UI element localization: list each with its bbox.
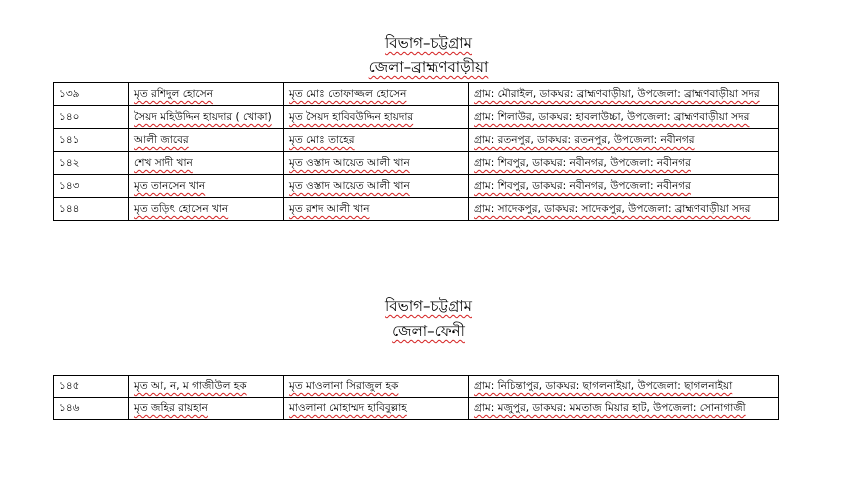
address-cell: গ্রাম: রতনপুর, ডাকঘর: রতনপুর, উপজেলা: নবীনগর	[469, 129, 779, 152]
records-table-1	[53, 82, 779, 221]
serial-cell: ১৪১	[54, 129, 129, 152]
table-row	[54, 198, 779, 221]
name-cell: আলী জাবের	[129, 129, 284, 152]
address-cell: গ্রাম: সাদেকপুর, ডাকঘর: সাদেকপুর, উপজেলা: ব্রাহ্মণবাড়ীয়া সদর	[469, 198, 779, 221]
table-row	[54, 83, 779, 106]
address-cell: গ্রাম: শিলাউর, ডাকঘর: হাবলাউচ্চা, উপজেলা: ব্রাহ্মণবাড়ীয়া সদর	[469, 106, 779, 129]
division-heading-2: বিভাগ–চট্টগ্রাম	[385, 297, 472, 315]
table-row	[54, 175, 779, 198]
table-row	[54, 129, 779, 152]
name-cell: শেখ সাদী খান	[129, 152, 284, 175]
address-cell: গ্রাম: নিচিন্তাপুর, ডাকঘর: ছাগলনাইয়া, উপজেলা: ছাগলনাইয়া	[469, 376, 779, 398]
father-cell: মৃত সৈয়দ হাবিবউদ্দিন হায়দার	[284, 106, 469, 129]
father-cell: মৃত ওস্তাদ আয়েত আলী খান	[284, 175, 469, 198]
name-cell: মৃত তড়িৎ হোসেন খান	[129, 198, 284, 221]
serial-cell: ১৪৩	[54, 175, 129, 198]
table-row	[54, 376, 779, 398]
name-cell: মৃত তানসেন খান	[129, 175, 284, 198]
address-cell: গ্রাম: মজুপুর, ডাকঘর: মমতাজ মিয়ার হাট, উপজেলা: সোনাগাজী	[469, 398, 779, 420]
father-cell: মাওলানা মোহাম্মদ হাবিবুল্লাহ	[284, 398, 469, 420]
father-cell: মৃত মোঃ তাহের	[284, 129, 469, 152]
father-cell: মৃত ওস্তাদ আয়েত আলী খান	[284, 152, 469, 175]
name-cell: সৈয়দ মহিউদ্দিন হায়দার ( খোকা)	[129, 106, 284, 129]
name-cell: মৃত রশিদুল হোসেন	[129, 83, 284, 106]
district-heading-1: জেলা–ব্রাহ্মণবাড়ীয়া	[368, 58, 489, 76]
serial-cell: ১৪৬	[54, 398, 129, 420]
address-cell: গ্রাম: শিবপুর, ডাকঘর: নবীনগর, উপজেলা: নবীনগর	[469, 152, 779, 175]
father-cell: মৃত মাওলানা সিরাজুল হক	[284, 376, 469, 398]
records-table-2	[53, 375, 779, 420]
district-heading-2: জেলা–ফেনী	[392, 322, 465, 340]
serial-cell: ১৪২	[54, 152, 129, 175]
name-cell: মৃত জহির রায়হান	[129, 398, 284, 420]
table-row	[54, 106, 779, 129]
division-heading-1: বিভাগ–চট্টগ্রাম	[385, 34, 472, 52]
table-row	[54, 152, 779, 175]
serial-cell: ১৪৪	[54, 198, 129, 221]
serial-cell: ১৪৫	[54, 376, 129, 398]
name-cell: মৃত আ, ন, ম গাজীউল হক	[129, 376, 284, 398]
address-cell: গ্রাম: মৌরাইল, ডাকঘর: ব্রাহ্মণবাড়ীয়া, উপজেলা: ব্রাহ্মণবাড়ীয়া সদর	[469, 83, 779, 106]
father-cell: মৃত মোঃ তোফাজ্জল হোসেন	[284, 83, 469, 106]
serial-cell: ১৩৯	[54, 83, 129, 106]
serial-cell: ১৪০	[54, 106, 129, 129]
father-cell: মৃত রশদ আলী খান	[284, 198, 469, 221]
address-cell: গ্রাম: শিবপুর, ডাকঘর: নবীনগর, উপজেলা: নবীনগর	[469, 175, 779, 198]
table-row	[54, 398, 779, 420]
